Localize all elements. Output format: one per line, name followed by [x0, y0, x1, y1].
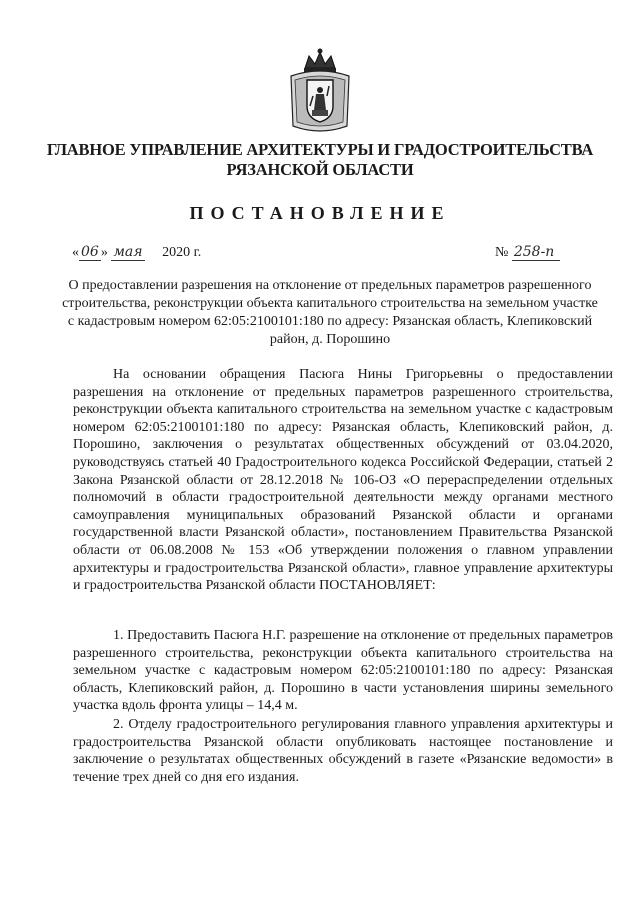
date-close-quote: »: [100, 245, 108, 260]
organization-name-line2: РЯЗАНСКОЙ ОБЛАСТИ: [226, 160, 414, 179]
document-subject: О предоставлении разрешения на отклонение от предельных параметров разрешенного строительства, реконструкции объекта капитального строительства на земельном участке с кадастровым номером 62:05:2100101:180 по адресу: Рязанская область, Клепиковский район, д. Порошино: [62, 278, 598, 347]
resolution-item-1: 1. Предоставить Пасюга Н.Г. разрешение на отклонение от предельных параметров разрешенного строительства, реконструкции объекта капитального строительства на земельном участке с кадастровым номером 62:05:2100101:180 по адресу: Рязанская область, Клепиковский район, д. Порошино в части установления ширины земельного участка вдоль фронта улицы – 14,4 м.: [73, 628, 613, 714]
number-value: 258-п: [512, 244, 560, 261]
number-label: №: [495, 245, 509, 260]
date-open-quote: «: [72, 245, 79, 260]
ryazan-coat-of-arms-icon: [285, 46, 355, 136]
document-number: [495, 244, 560, 261]
document-date: [72, 244, 201, 261]
resolution-item-2: 2. Отделу градостроительного регулирования главного управления архитектуры и градостроительства Рязанской области опубликовать настоящее постановление и заключение о результатах общественных обсуждений в газете «Рязанские ведомости» в течение трех дней со дня его издания.: [73, 717, 613, 785]
document-type-title: ПОСТАНОВЛЕНИЕ: [189, 203, 451, 223]
organization-name-line1: ГЛАВНОЕ УПРАВЛЕНИЕ АРХИТЕКТУРЫ И ГРАДОСТРОИТЕЛЬСТВА: [46, 140, 594, 159]
preamble-paragraph: На основании обращения Пасюга Нины Григорьевны о предоставлении разрешения на отклонение от предельных параметров разрешенного строительства, реконструкции объекта капитального строительства на земельном участке с кадастровым номером 62:05:2100101:180 по адресу: Рязанская область, Клепиковский район, д. Порошино, заключения о результатах общественных обсуждений от 03.04.2020, руководствуясь статьей 40 Градостроительного кодекса Российской Федерации, статьей 2 Закона Рязанской области от 28.12.2018 № 106-ОЗ «О перераспределении отдельных полномочий в области градостроительной деятельности между органами местного самоуправления муниципальных образований Рязанской области и органами государственной власти Рязанской области», постановлением Правительства Рязанской области от 06.08.2008 № 153 «Об утверждении положения о главном управлении архитектуры и градостроительства Рязанской области», главное управление архитектуры и градостроительства Рязанской области ПОСТАНОВЛЯЕТ:: [73, 367, 613, 594]
date-year: 2020 г.: [162, 245, 202, 260]
date-month: мая: [113, 244, 143, 260]
date-day: 06: [81, 244, 99, 260]
